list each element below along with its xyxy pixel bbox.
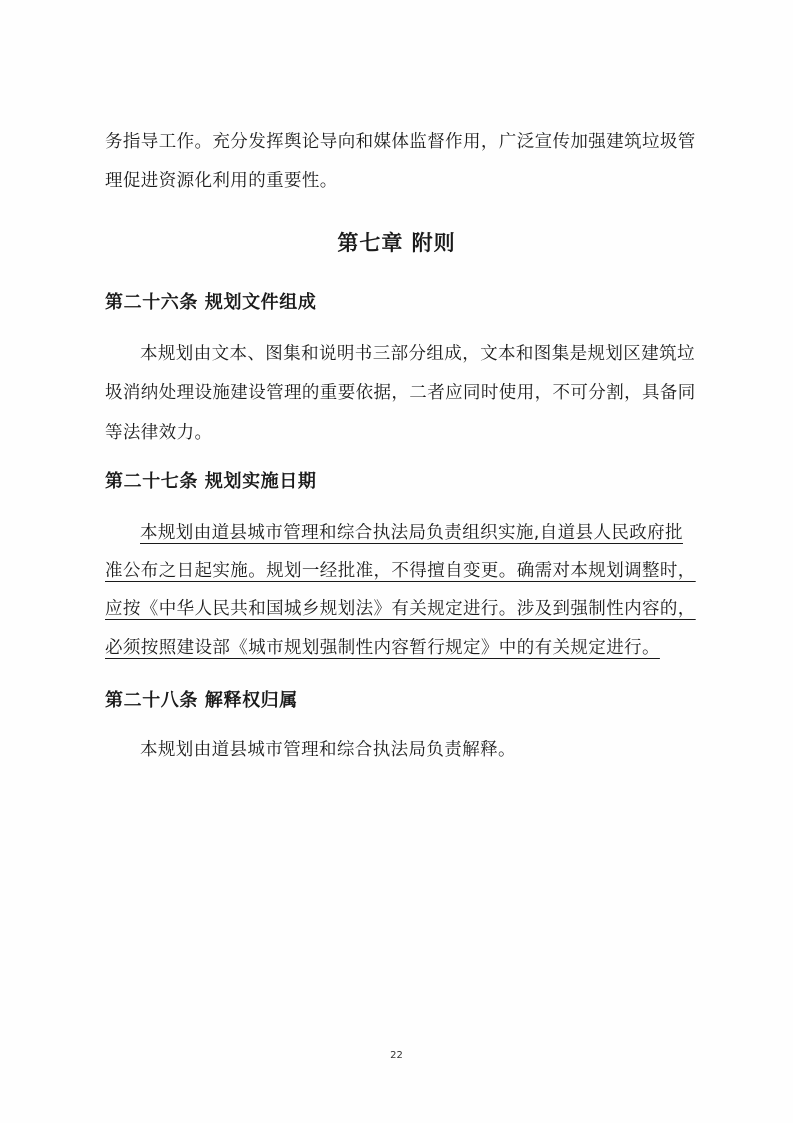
article-26-heading: 第二十六条 规划文件组成	[105, 292, 317, 313]
intro-line-2: 理促进资源化利用的重要性。	[105, 171, 338, 191]
intro-line-1: 务指导工作。充分发挥舆论导向和媒体监督作用，广泛宣传加强建筑垃圾管	[105, 132, 696, 152]
article-26-line-1: 本规划由文本、图集和说明书三部分组成，文本和图集是规划区建筑垃	[140, 344, 695, 364]
article-28-heading: 第二十八条 解释权归属	[105, 690, 298, 711]
chapter-title: 第七章 附则	[337, 231, 456, 255]
page-number: 22	[390, 1050, 403, 1061]
article-27-line-4: 必须按照建设部《城市规划强制性内容暂行规定》中的有关规定进行。	[105, 638, 660, 658]
article-26-line-3: 等法律效力。	[105, 423, 213, 443]
article-27-line-3: 应按《中华人民共和国城乡规划法》有关规定进行。涉及到强制性内容的，	[105, 599, 696, 619]
article-26-line-2: 圾消纳处理设施建设管理的重要依据，二者应同时使用，不可分割，具备同	[105, 383, 696, 403]
article-27-heading: 第二十七条 规划实施日期	[105, 471, 317, 492]
article-27-line-2: 准公布之日起实施。规划一经批准，不得擅自变更。确需对本规划调整时，	[105, 561, 696, 581]
article-28-line-1: 本规划由道县城市管理和综合执法局负责解释。	[140, 740, 516, 760]
article-27-line-1: 本规划由道县城市管理和综合执法局负责组织实施,自道县人民政府批	[140, 523, 683, 543]
